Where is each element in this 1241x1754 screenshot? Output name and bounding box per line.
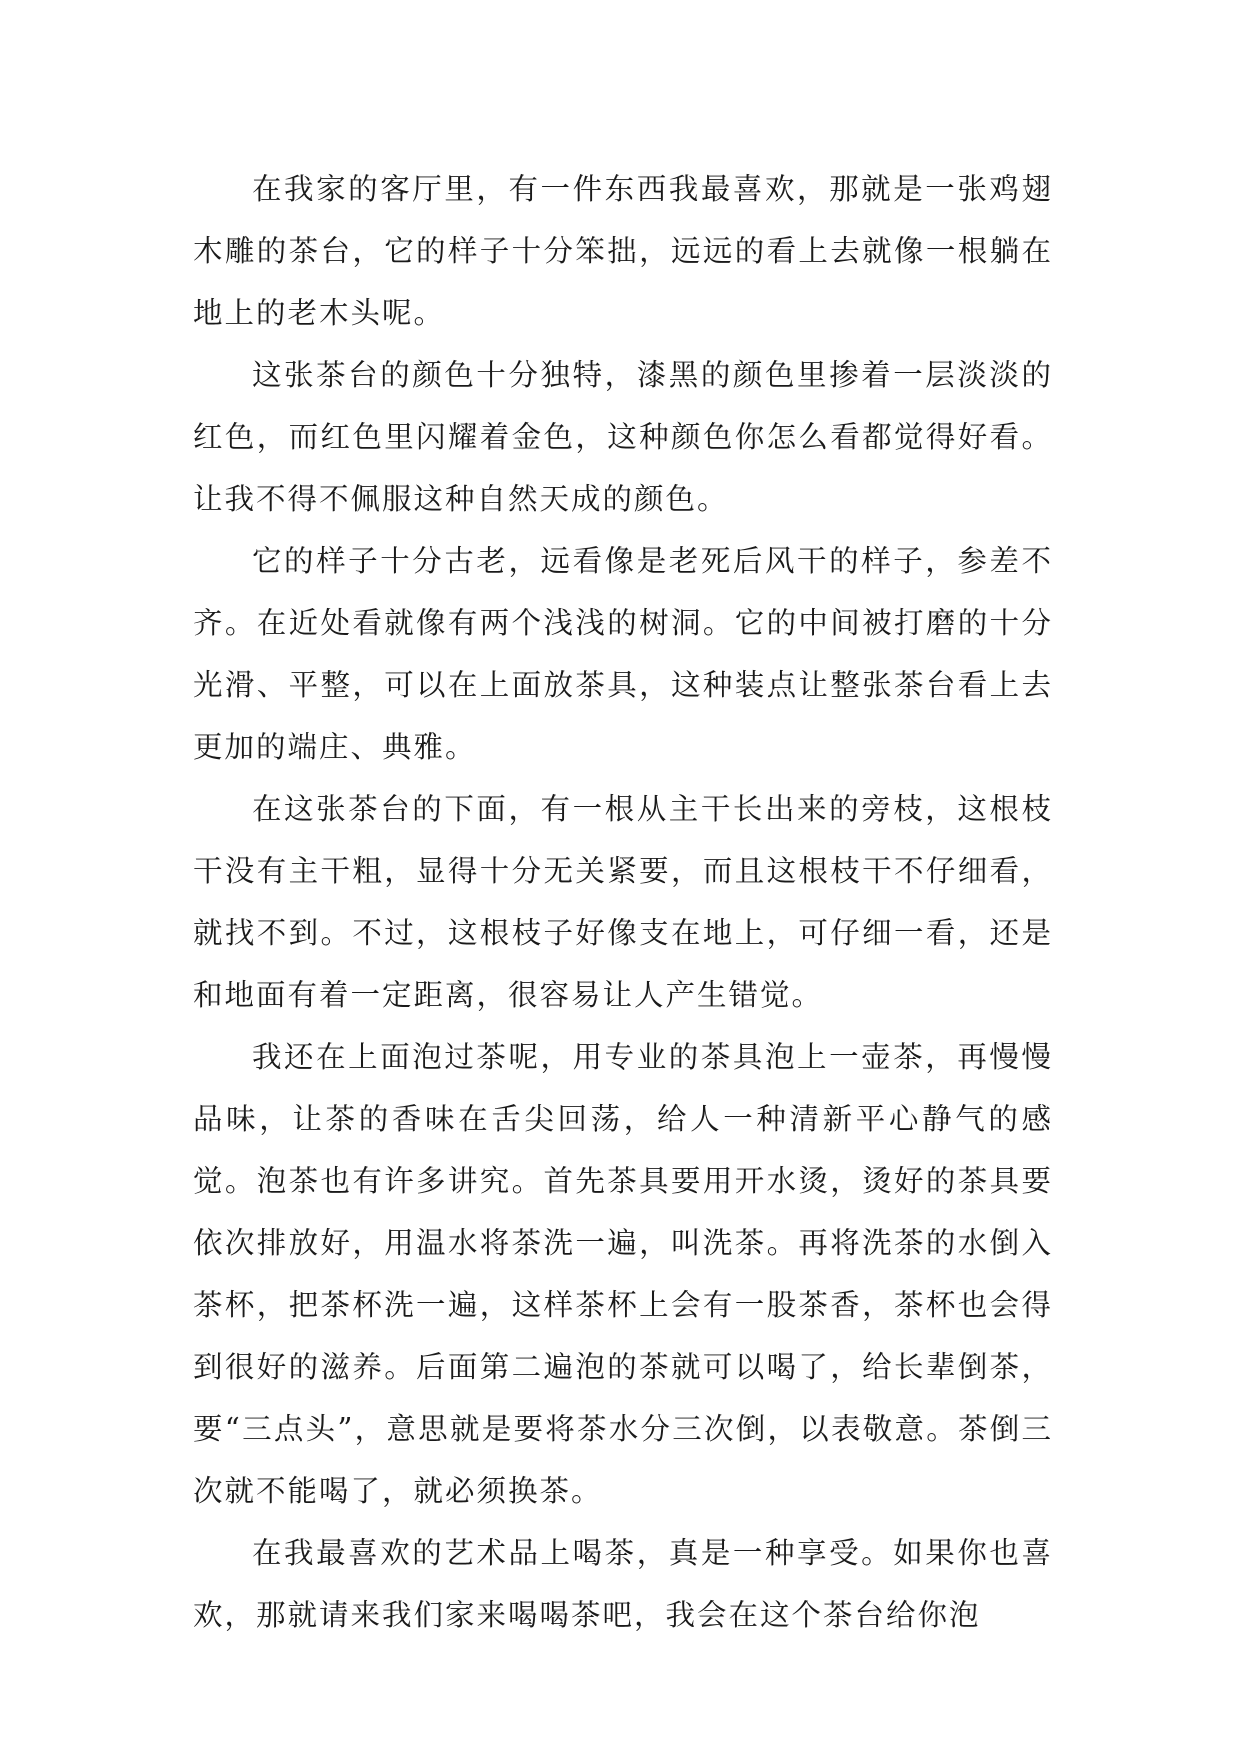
paragraph: 我还在上面泡过茶呢，用专业的茶具泡上一壶茶，再慢慢品味，让茶的香味在舌尖回荡，给人一种清新平心静气的感觉。泡茶也有许多讲究。首先茶具要用开水烫，烫好的茶具要依次排放好，用温水将茶洗一遍，叫洗茶。再将洗茶的水倒入茶杯，把茶杯洗一遍，这样茶杯上会有一股茶香，茶杯也会得到很好的滋养。后面第二遍泡的茶就可以喝了，给长辈倒茶，要“三点头”，意思就是要将茶水分三次倒，以表敬意。茶倒三次就不能喝了，就必须换茶。 xyxy=(193,1040,1053,1508)
paragraph: 这张茶台的颜色十分独特，漆黑的颜色里掺着一层淡淡的红色，而红色里闪耀着金色，这种颜色你怎么看都觉得好看。让我不得不佩服这种自然天成的颜色。 xyxy=(193,358,1053,516)
paragraph: 它的样子十分古老，远看像是老死后风干的样子，参差不齐。在近处看就像有两个浅浅的树洞。它的中间被打磨的十分光滑、平整，可以在上面放茶具，这种装点让整张茶台看上去更加的端庄、典雅。 xyxy=(193,544,1053,764)
paragraph: 在我最喜欢的艺术品上喝茶，真是一种享受。如果你也喜欢，那就请来我们家来喝喝茶吧，我会在这个茶台给你泡 xyxy=(193,1536,1053,1632)
paragraph: 在我家的客厅里，有一件东西我最喜欢，那就是一张鸡翅木雕的茶台，它的样子十分笨拙，远远的看上去就像一根躺在地上的老木头呢。 xyxy=(193,172,1053,330)
document-body xyxy=(193,158,1053,1646)
paragraph: 在这张茶台的下面，有一根从主干长出来的旁枝，这根枝干没有主干粗，显得十分无关紧要，而且这根枝干不仔细看，就找不到。不过，这根枝子好像支在地上，可仔细一看，还是和地面有着一定距离，很容易让人产生错觉。 xyxy=(193,792,1053,1012)
